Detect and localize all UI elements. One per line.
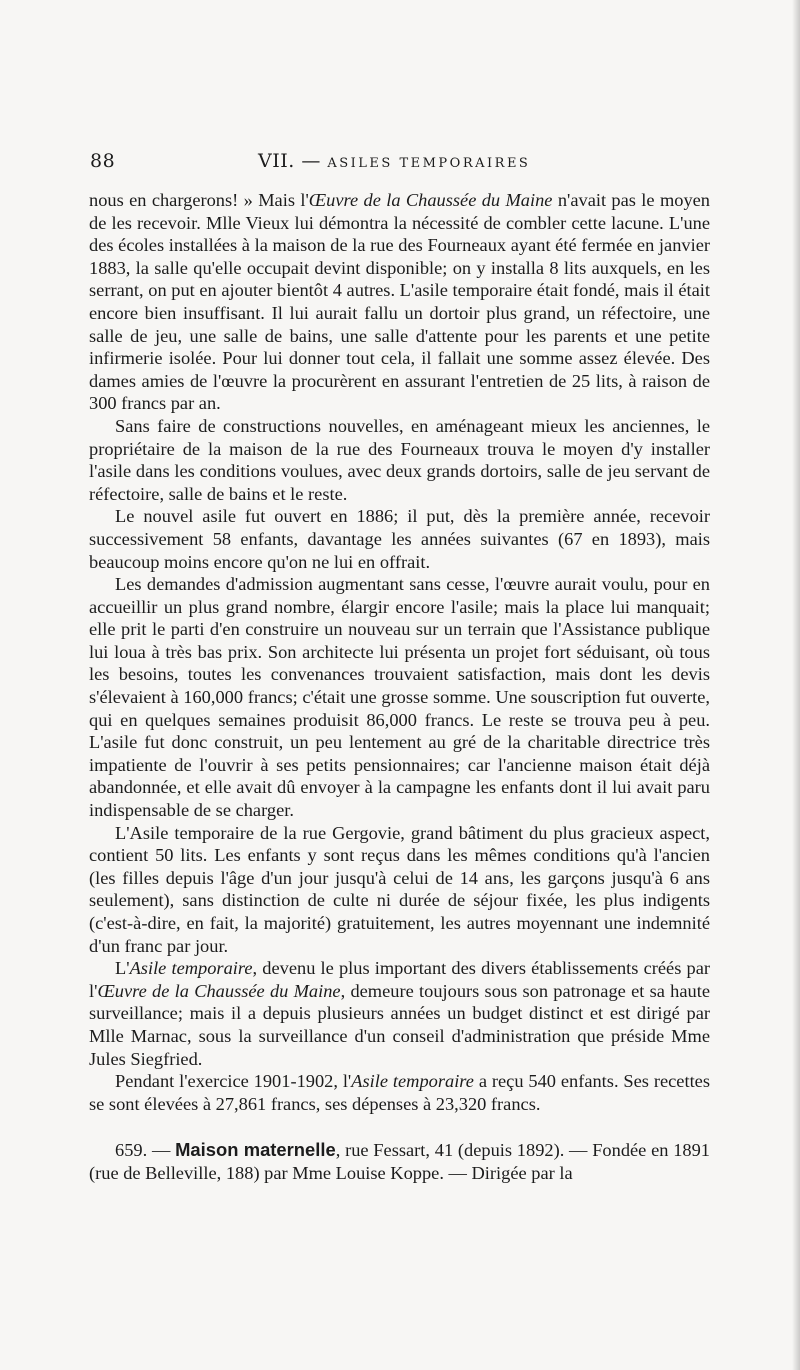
header-separator: —	[301, 150, 321, 172]
italic-title: Œuvre de la Chaussée du Maine	[97, 980, 341, 1001]
paragraph: Le nouvel asile fut ouvert en 1886; il put, dès la première année, recevoir successivement 58 enfants, davantage les années suivantes (67 en 1893), mais beaucoup moins encore qu'on ne lui en offrait.	[89, 506, 710, 572]
paragraph: Sans faire de constructions nouvelles, en aménageant mieux les anciennes, le propriétaire de la maison de la rue des Fourneaux trouva le moyen d'y installer l'asile dans les conditions voulues, avec deux grands dortoirs, salle de jeu servant de réfectoire, salle de bains et le reste.	[89, 415, 710, 504]
paragraph: L'Asile temporaire, devenu le plus important des divers établissements créés par l'Œuvre de la Chaussée du Maine, demeure toujours sous son patronage et sa haute surveillance; mais il a depuis plusieurs années un budget distinct et est dirigé par Mlle Marnac, sous la surveillance d'un conseil d'administration que préside Mme Jules Siegfried.	[89, 958, 710, 1069]
chapter-number: VII.	[258, 150, 295, 172]
running-head	[258, 150, 530, 172]
section-title: ASILES TEMPORAIRES	[327, 156, 531, 171]
paragraph: nous en chargerons! » Mais l'Œuvre de la Chaussée du Maine n'avait pas le moyen de les recevoir. Mlle Vieux lui démontra la nécessité de combler cette lacune. L'une des écoles installées à la maison de la rue des Fourneaux ayant été fermée en janvier 1883, la salle qu'elle occupait devint disponible; on y installa 8 lits auxquels, en les serrant, on put en ajouter bientôt 4 autres. L'asile temporaire était fondé, mais il était encore bien insuffisant. Il lui aurait fallu un dortoir plus grand, un réfectoire, une salle de jeu, une salle de bains, une salle d'attente pour les parents et une petite infirmerie isolée. Pour lui donner tout cela, il fallait une somme assez élevée. Des dames amies de l'œuvre la procurèrent en assurant l'entretien de 25 lits, à raison de 300 francs par an.	[89, 190, 710, 414]
paragraph: Pendant l'exercice 1901-1902, l'Asile temporaire a reçu 540 enfants. Ses recettes se sont élevées à 27,861 francs, ses dépenses à 23,320 francs.	[89, 1071, 710, 1114]
page-edge-shadow	[792, 0, 800, 1370]
entry-paragraph: 659. — Maison maternelle, rue Fessart, 41 (depuis 1892). — Fondée en 1891 (rue de Belleville, 188) par Mme Louise Koppe. — Dirigée par la	[89, 1139, 710, 1183]
italic-title: Asile temporaire	[129, 958, 253, 979]
italic-title: Asile temporaire	[351, 1071, 474, 1092]
page-number: 88	[90, 150, 116, 172]
italic-title: Œuvre de la Chaussée du Maine	[308, 190, 553, 210]
bleed-through-line	[89, 1117, 710, 1135]
entry-title: Maison maternelle	[175, 1139, 336, 1161]
paragraph: Les demandes d'admission augmentant sans cesse, l'œuvre aurait voulu, pour en accueillir un plus grand nombre, élargir encore l'asile; mais la place lui manquait; elle prit le parti d'en construire un nouveau sur un terrain que l'Assistance publique lui loua à très bas prix. Son architecte lui présenta un projet fort séduisant, où tous les besoins, toutes les convenances trouvaient satisfaction, mais dont les devis s'élevaient à 160,000 francs; c'était une grosse somme. Une souscription fut ouverte, qui en quelques semaines produisit 86,000 francs. Le reste se trouva peu à peu. L'asile fut donc construit, un peu lentement au gré de la charitable directrice très impatiente de l'ouvrir à ses petits pensionnaires; car l'ancienne maison était déjà abandonnée, et elle avait dû envoyer à la campagne les enfants dont il lui avait paru indispensable de se charger.	[89, 574, 710, 821]
body-text	[89, 189, 710, 1185]
paragraph: L'Asile temporaire de la rue Gergovie, grand bâtiment du plus gracieux aspect, contient 50 lits. Les enfants y sont reçus dans les mêmes conditions qu'à l'ancien (les filles depuis l'âge d'un jour jusqu'à celui de 14 ans, les garçons jusqu'à 6 ans seulement), sans distinction de culte ni durée de séjour fixée, les plus indigents (c'est-à-dire, en fait, la majorité) gratuitement, les autres moyennant une indemnité d'un franc par jour.	[89, 822, 710, 956]
